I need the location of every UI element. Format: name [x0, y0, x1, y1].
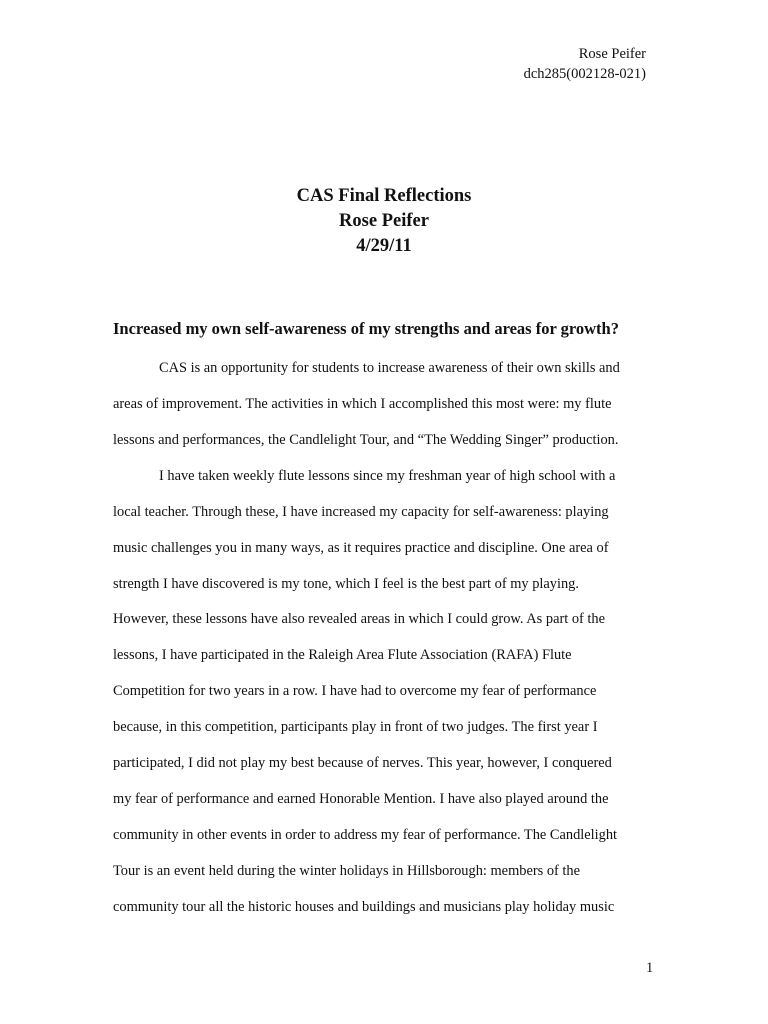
header-author-name: Rose Peifer	[578, 46, 646, 62]
body-line: I have taken weekly flute lessons since my freshman year of high school with a	[159, 467, 616, 484]
body-line: lessons, I have participated in the Raleigh Area Flute Association (RAFA) Flute	[113, 647, 572, 664]
body-line: CAS is an opportunity for students to increase awareness of their own skills and	[159, 360, 620, 376]
document-title: CAS Final Reflections	[296, 186, 472, 206]
body-line: community tour all the historic houses and buildings and musicians play holiday music	[113, 898, 615, 915]
body-line: However, these lessons have also revealed areas in which I could grow. As part of the	[113, 611, 606, 628]
body-line: community in other events in order to address my fear of performance. The Candlelight	[113, 826, 618, 843]
body-line: Tour is an event held during the winter holidays in Hillsborough: members of the	[113, 862, 580, 879]
body-line: Competition for two years in a row. I have had to overcome my fear of performance	[113, 683, 597, 700]
header-block	[524, 44, 646, 84]
header-id-code: dch285(002128-021)	[523, 66, 646, 82]
page-number: 1	[646, 960, 654, 976]
title-author-name: Rose Peifer	[339, 211, 429, 231]
title-block	[0, 184, 768, 259]
body-line: my fear of performance and earned Honorable Mention. I have also played around the	[113, 791, 609, 808]
body-line: music challenges you in many ways, as it requires practice and discipline. One area of	[113, 539, 609, 556]
title-date: 4/29/11	[356, 236, 412, 256]
section-question-heading: Increased my own self-awareness of my strengths and areas for growth?	[113, 319, 619, 338]
body-line: participated, I did not play my best because of nerves. This year, however, I conquered	[113, 755, 612, 772]
body-line: local teacher. Through these, I have increased my capacity for self-awareness: playing	[113, 503, 609, 520]
body-line: because, in this competition, participants play in front of two judges. The first year I	[113, 719, 598, 736]
body-text	[113, 357, 673, 932]
body-line: areas of improvement. The activities in which I accomplished this most were: my flute	[113, 395, 612, 412]
body-line: strength I have discovered is my tone, which I feel is the best part of my playing.	[113, 575, 579, 592]
body-line: lessons and performances, the Candlelight Tour, and “The Wedding Singer” production.	[113, 431, 619, 448]
